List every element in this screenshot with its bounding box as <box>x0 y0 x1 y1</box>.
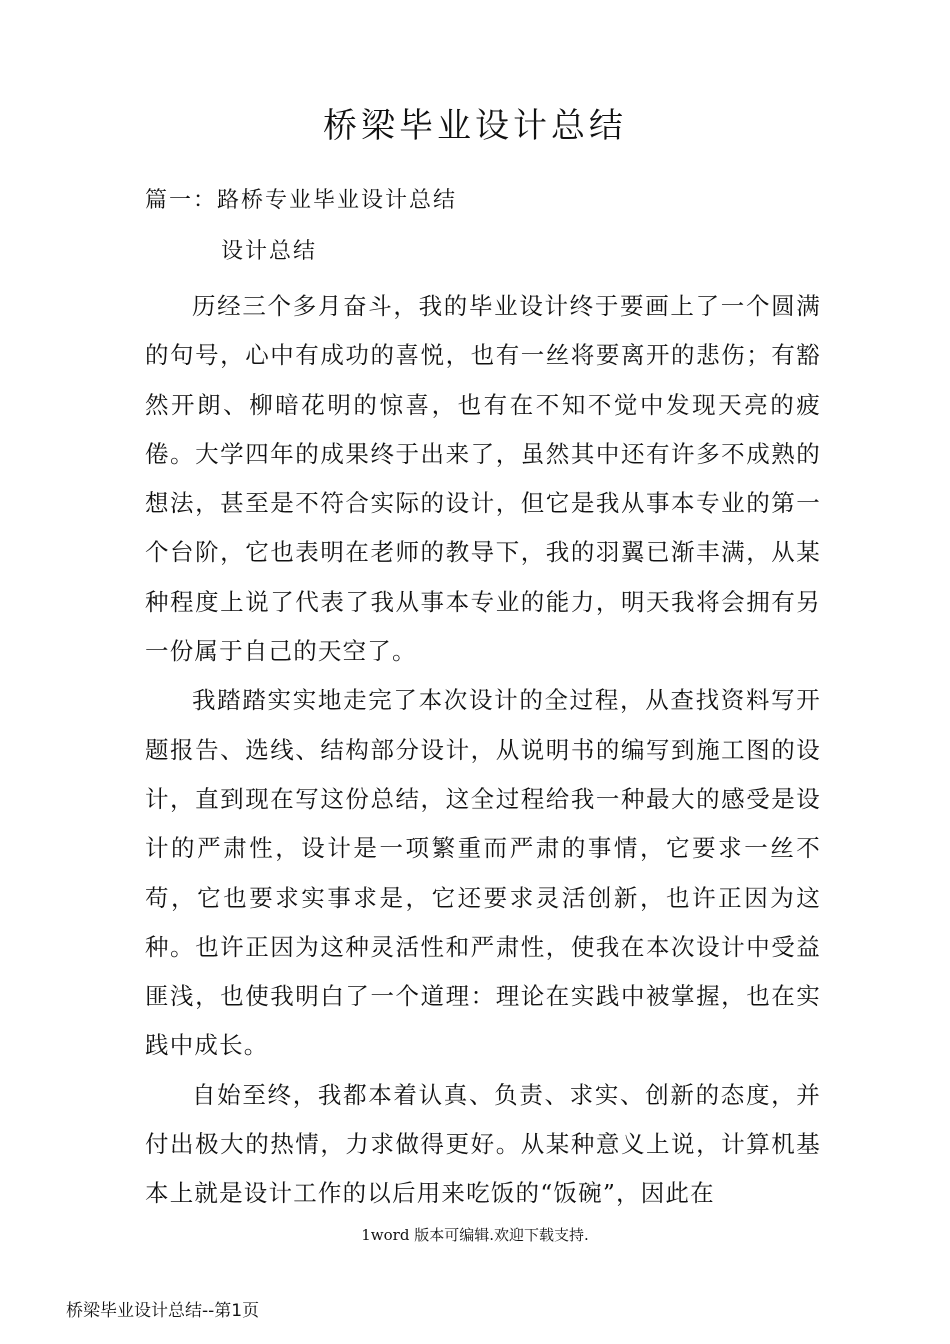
footer-note: 1word 版本可编辑.欢迎下载支持. <box>361 1226 589 1244</box>
paragraph-1: 历经三个多月奋斗，我的毕业设计终于要画上了一个圆满的句号，心中有成功的喜悦，也有一丝将要离开的悲伤；有豁然开朗、柳暗花明的惊喜，也有在不知不觉中发现天亮的疲倦。大学四年的成果终于出来了，虽然其中还有许多不成熟的想法，甚至是不符合实际的设计，但它是我从事本专业的第一个台阶，它也表明在老师的教导下，我的羽翼已渐丰满，从某种程度上说了代表了我从事本专业的能力，明天我将会拥有另一份属于自己的天空了。 <box>145 292 821 666</box>
paragraph-2: 我踏踏实实地走完了本次设计的全过程，从查找资料写开题报告、选线、结构部分设计，从说明书的编写到施工图的设计，直到现在写这份总结，这全过程给我一种最大的感受是设计的严肃性，设计是一项繁重而严肃的事情，它要求一丝不苟，它也要求实事求是，它还要求灵活创新，也许正因为这种。也许正因为这种灵活性和严肃性，使我在本次设计中受益匪浅，也使我明白了一个道理：理论在实践中被掌握，也在实践中成长。 <box>145 686 821 1060</box>
body-text <box>145 282 821 1219</box>
paragraph-3: 自始至终，我都本着认真、负责、求实、创新的态度，并付出极大的热情，力求做得更好。从某种意义上说，计算机基本上就是设计工作的以后用来吃饭的“饭碗”，因此在 <box>145 1080 821 1208</box>
page-label: 桥梁毕业设计总结--第1页 <box>66 1301 260 1321</box>
document-subtitle: 篇一：路桥专业毕业设计总结 <box>145 188 458 213</box>
document-title: 桥梁毕业设计总结 <box>323 106 627 146</box>
section-title: 设计总结 <box>221 239 318 264</box>
